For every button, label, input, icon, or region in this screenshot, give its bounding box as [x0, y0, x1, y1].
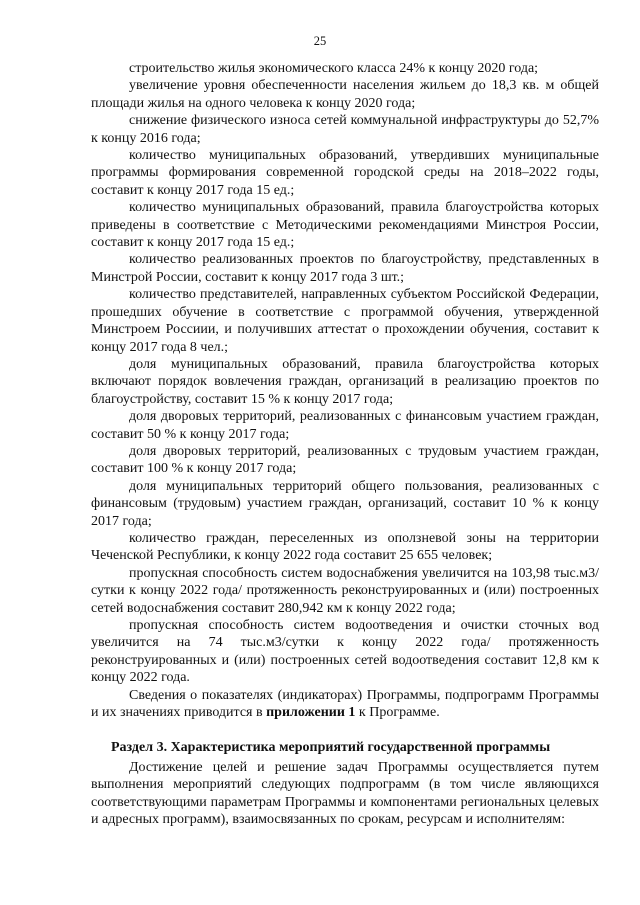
section-heading: Раздел 3. Характеристика мероприятий государственной программы: [111, 740, 551, 756]
paragraph: доля дворовых территорий, реализованных с трудовым участием граждан, составит 100 % к концу 2017 года;: [91, 443, 599, 477]
paragraph: пропускная способность систем водоотведения и очистки сточных вод увеличится на 74 тыс.м3/сутки к концу 2022 года/ протяженность реконструированных и (или) построенных сетей водоотведения составит 12,8 км к концу 2022 года.: [91, 618, 599, 686]
paragraph: количество граждан, переселенных из оползневой зоны на территории Чеченской Республики, к концу 2022 года составит 25 655 человек;: [91, 530, 599, 564]
appendix-reference: приложении 1: [266, 705, 356, 721]
paragraph: количество представителей, направленных субъектом Российской Федерации, прошедших обучение в соответствие с программой обучения, утвержденной Минстроем Россиии, и получивших аттестат о прохождении обучения, составит к концу 2017 года 8 чел.;: [91, 287, 599, 355]
page-content: [91, 60, 599, 828]
paragraph: количество реализованных проектов по благоустройству, представленных в Минстрой России, составит к концу 2017 года 3 шт.;: [91, 252, 599, 285]
paragraph: пропускная способность систем водоснабжения увеличится на 103,98 тыс.м3/сутки к концу 2022 года/ протяженность реконструированных и (или) построенных сетей водоснабжения составит 280,942 км к концу 2022 года;: [91, 565, 599, 616]
paragraph: количество муниципальных образований, утвердивших муниципальные программы формирования современной городской среды на 2018–2022 годы, составит к концу 2017 года 15 ед.;: [91, 148, 599, 198]
paragraph: строительство жилья экономического класса 24% к концу 2020 года;: [129, 61, 539, 76]
page-number: 25: [313, 34, 327, 48]
intro-paragraph: Достижение целей и решение задач Программы осуществляется путем выполнения мероприятий следующих подпрограмм (в том числе являющихся соответствующими параметрам Программы и компонентами региональных целевых и адресных программ), взаимосвязанных по срокам, ресурсам и исполнителям:: [91, 759, 599, 828]
paragraph: доля муниципальных территорий общего пользования, реализованных с финансовым (трудовым) участием граждан, организаций, составит 10 % к концу 2017 года;: [91, 478, 599, 529]
paragraph: увеличение уровня обеспеченности населения жильем до 18,3 кв. м общей площади жилья на одного человека к концу 2020 года;: [91, 78, 599, 111]
indicators-text-before: Сведения о показателях (индикаторах) Программы, подпрограмм Программы и их значениях приводится в: [91, 687, 599, 721]
paragraph: количество муниципальных образований, правила благоустройства которых приведены в соответствие с Методическими рекомендациями Минстроя России, составит к концу 2017 года 15 ед.;: [91, 200, 599, 251]
paragraph: снижение физического износа сетей коммунальной инфраструктуры до 52,7% к концу 2016 года;: [91, 113, 599, 146]
paragraph: доля дворовых территорий, реализованных с финансовым участием граждан, составит 50 % к концу 2017 года;: [91, 409, 599, 442]
paragraph: доля муниципальных образований, правила благоустройства которых включают порядок вовлечения граждан, организаций в реализацию проектов по благоустройству, составит 15 % к концу 2017 года;: [91, 356, 599, 407]
indicators-text-after: к Программе.: [355, 705, 440, 721]
indicators-paragraph: [91, 687, 599, 722]
